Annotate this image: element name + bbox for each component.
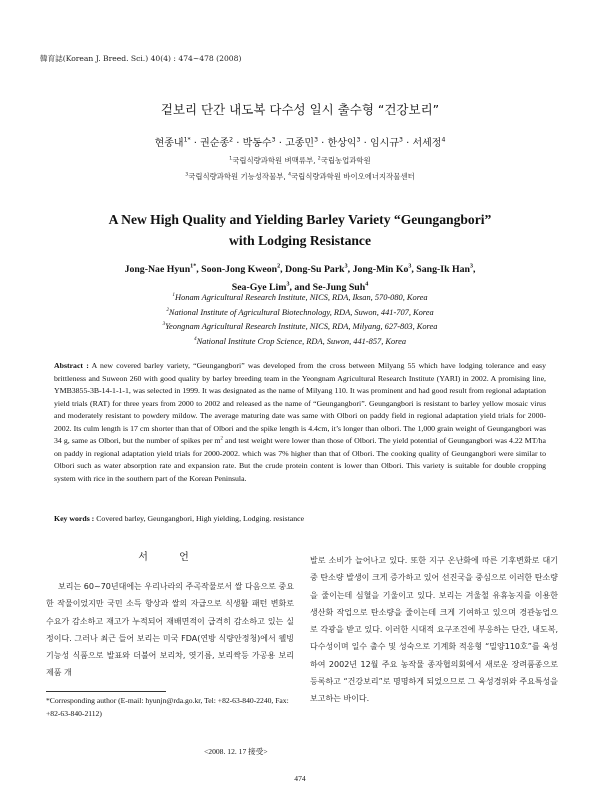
english-author-name: Jong-Nae Hyun [124, 264, 191, 275]
english-affiliation-line [0, 306, 600, 321]
korean-authors [0, 134, 600, 149]
author-separator: · [318, 138, 328, 149]
english-author-superscript: 1* [190, 263, 197, 270]
keywords [54, 514, 304, 523]
korean-author-name: 임시규 [370, 138, 399, 149]
korean-affiliations-line-1 [0, 155, 600, 166]
korean-author-superscript: 1* [183, 136, 191, 144]
korean-affiliation-text: 국립식량과학원 바이오에너지작물센터 [290, 172, 415, 181]
author-separator: · [275, 138, 286, 149]
english-author-name: Sea-Gye Lim [231, 282, 287, 293]
affiliation-separator: , [313, 156, 318, 165]
author-separator: · [402, 138, 413, 149]
korean-author-name: 한상익 [327, 138, 357, 149]
english-title-line-1: A New High Quality and Yielding Barley Variety “Geungangbori” [108, 212, 492, 227]
english-affiliation-line [0, 335, 600, 350]
author-separator: , [347, 264, 353, 275]
english-author-superscript: 3 [469, 263, 473, 270]
intro-left-column: 보리는 60~70년대에는 우리나라의 주곡작물로서 쌀 다음으로 중요한 작물이었지만 국민 소득 향상과 쌀의 자급으로 식생활 패턴 변화로 수요가 감소하고 재고가 누적되어 재배면적이 급격히 감소하고 있는 실정이다. 그러나 최근 들어 보리는 미국 FDA(연방 식량안정청)에서 웰빙 기능성 식품으로 발표와 더불어 보리차, 엿기름, 보리싹등 가공용 보리제품 개 [46, 582, 294, 678]
english-author-name: Sang-Ik Han [416, 264, 470, 275]
keywords-text: Covered barley, Geungangbori, High yielding, Lodging. resistance [96, 514, 305, 523]
keywords-label: Key words : [54, 514, 95, 523]
affiliation-superscript: 4 [288, 172, 291, 178]
author-separator: · [360, 138, 371, 149]
affiliation-superscript: 2 [166, 306, 169, 313]
english-affiliation-text: National Institute Crop Science, RDA, Suwon, 441-857, Korea [196, 336, 407, 346]
english-author-superscript: 2 [277, 263, 281, 270]
english-affiliation-text: Honam Agricultural Research Institute, NICS, RDA, Iksan, 570-080, Korea [175, 293, 428, 302]
korean-author-superscript: 3 [356, 136, 361, 144]
korean-author-superscript: 4 [441, 136, 446, 144]
korean-affiliation-text: 국립식량과학원 기능성작물부 [188, 172, 284, 181]
english-author-name: Se-Jung Suh [312, 282, 366, 293]
korean-title: 겉보리 단간 내도복 다수성 일시 출수형 “건강보리” [160, 102, 440, 117]
abstract-superscript: 2 [220, 436, 223, 442]
author-separator: , [196, 264, 202, 275]
korean-author-name: 권순종 [200, 138, 230, 149]
affiliation-superscript: 1 [229, 156, 233, 162]
affiliation-superscript: 3 [162, 321, 166, 328]
korean-author-superscript: 3 [314, 136, 318, 144]
english-author-name: Jong-Min Ko [352, 264, 409, 275]
english-author-superscript: 3 [286, 281, 290, 288]
korean-affiliation-text: 국립식량과학원 벼맥류부 [232, 156, 314, 165]
english-authors-line-1 [0, 261, 600, 279]
affiliation-superscript: 2 [317, 156, 321, 162]
korean-author-name: 박동수 [242, 138, 272, 149]
author-separator: · [233, 138, 243, 149]
english-affiliation-text: Yeongnam Agricultural Research Institute, NICS, RDA, Milyang, 627-803, Korea [165, 322, 438, 331]
author-separator: , [280, 264, 286, 275]
korean-affiliation-text: 국립농업과학원 [320, 156, 371, 165]
korean-author-name: 고종민 [285, 138, 315, 149]
english-title [0, 209, 600, 251]
korean-author-superscript: 2 [229, 136, 234, 144]
section-heading-introduction: 서 언 [138, 552, 203, 563]
english-affiliation-line [0, 291, 600, 306]
journal-reference: 韓育誌(Korean J. Breed. Sci.) 40(4) : 474~478 (2008) [40, 54, 242, 63]
english-affiliation-text: National Institute of Agricultural Biotechnology, RDA, Suwon, 441-707, Korea [168, 307, 434, 317]
english-author-superscript: 4 [365, 281, 369, 288]
abstract-text-part-2: and test weight were lower than those of Olbori. The yield potential of Geungangbori was 4.22 MT/ha on paddy in regional adaptation yield trials for 2000-2002. which was 7% higher than that of Olbori. The cooking quality of Geungangbori were similar to Olbori such as water absorption rate and expansion rate. But the crude protein content is lower than Olbori. This variety is suitable for double cropping system with rice in the southern part of the Korean Peninsula. [54, 436, 546, 483]
corresponding-author-footnote: *Corresponding author (E-mail: hyunjn@rda.go.kr, Tel: +82-63-840-2240, Fax: +82-63-840-2112) [46, 696, 289, 718]
english-author-superscript: 3 [344, 263, 348, 270]
korean-author-name: 서세정 [412, 138, 442, 149]
affiliation-separator: , [283, 172, 289, 181]
english-affiliations [0, 291, 600, 349]
english-affiliation-line [0, 320, 600, 335]
author-separator: , [411, 264, 417, 275]
author-separator: , and [289, 282, 313, 293]
author-separator: · [190, 138, 201, 149]
abstract-label: Abstract : [54, 361, 89, 370]
author-separator: , [472, 264, 476, 275]
footnote-divider [46, 691, 166, 692]
received-date: <2008. 12. 17 接受> [204, 747, 268, 756]
korean-author-name: 현종내 [154, 138, 184, 149]
english-author-superscript: 3 [408, 263, 412, 270]
intro-right-column: 발로 소비가 늘어나고 있다. 또한 지구 온난화에 따른 기후변화로 대기중 탄소량 발생이 크게 증가하고 있어 선진국을 중심으로 이러한 탄소량을 줄이는데 심혈을 기울이고 있다. 보리는 겨울철 유휴농지를 이용한 생산화 작업으로 탄소량을 줄이는데 크게 기여하고 있으며 경관농업으로 각광을 받고 있다. 이러한 시대적 요구조건에 부응하는 단간, 내도복, 다수성이며 일수 출수 및 성숙으로 기계화 적응형 “밀양110호”를 육성하여 2002년 12월 주요 농작물 종자협의회에서 새로운 장려품종으로 등록하고 “건강보리”로 명명하게 되었으므로 그 육성경위와 주요특성을 보고하는 바이다. [310, 556, 558, 704]
korean-author-superscript: 3 [271, 136, 276, 144]
english-author-name: Dong-Su Park [285, 264, 345, 275]
english-title-line-2: with Lodging Resistance [229, 233, 371, 248]
affiliation-superscript: 4 [193, 335, 197, 342]
page-number: 474 [294, 774, 306, 783]
abstract [54, 360, 546, 485]
affiliation-superscript: 3 [185, 172, 189, 178]
english-author-name: Soon-Jong Kweon [201, 264, 278, 275]
korean-author-superscript: 3 [399, 136, 403, 144]
korean-affiliations-line-2 [0, 171, 600, 182]
abstract-text-part-1: A new covered barley variety, “Geungangbori” was developed from the cross between Milyang 55 which have lodging tolerance and easy brittleness and Suweon 260 with good quality by barley breeding team in the Yeongnam Agricultural Research Institute (YARI) in 2002. A promising line, YMB3855-3B-14-1-1-1, was selected in 1999. It was designated as the name of Milyang 110. It was prominent and had good result from regional adaptation yield trials (RAT) for three years from 2000 to 2002 and released as the name of “Geungangbori”. Geungangbori is resistant to barley yellow mosaic virus and moderately resistant to powdery mildow. The average maturing date was same with Olbori on paddy field in regional adaptation yield trials for 2000-2002. Its culm length is 17 cm shorter than that of Olbori and the spike length is 4.4cm, it’s longer than olbori. The 1,000 grain weight of Geungangbori was 34 g, same as Olbori, but the number of spikes per m [54, 361, 546, 446]
affiliation-superscript: 1 [172, 292, 176, 299]
